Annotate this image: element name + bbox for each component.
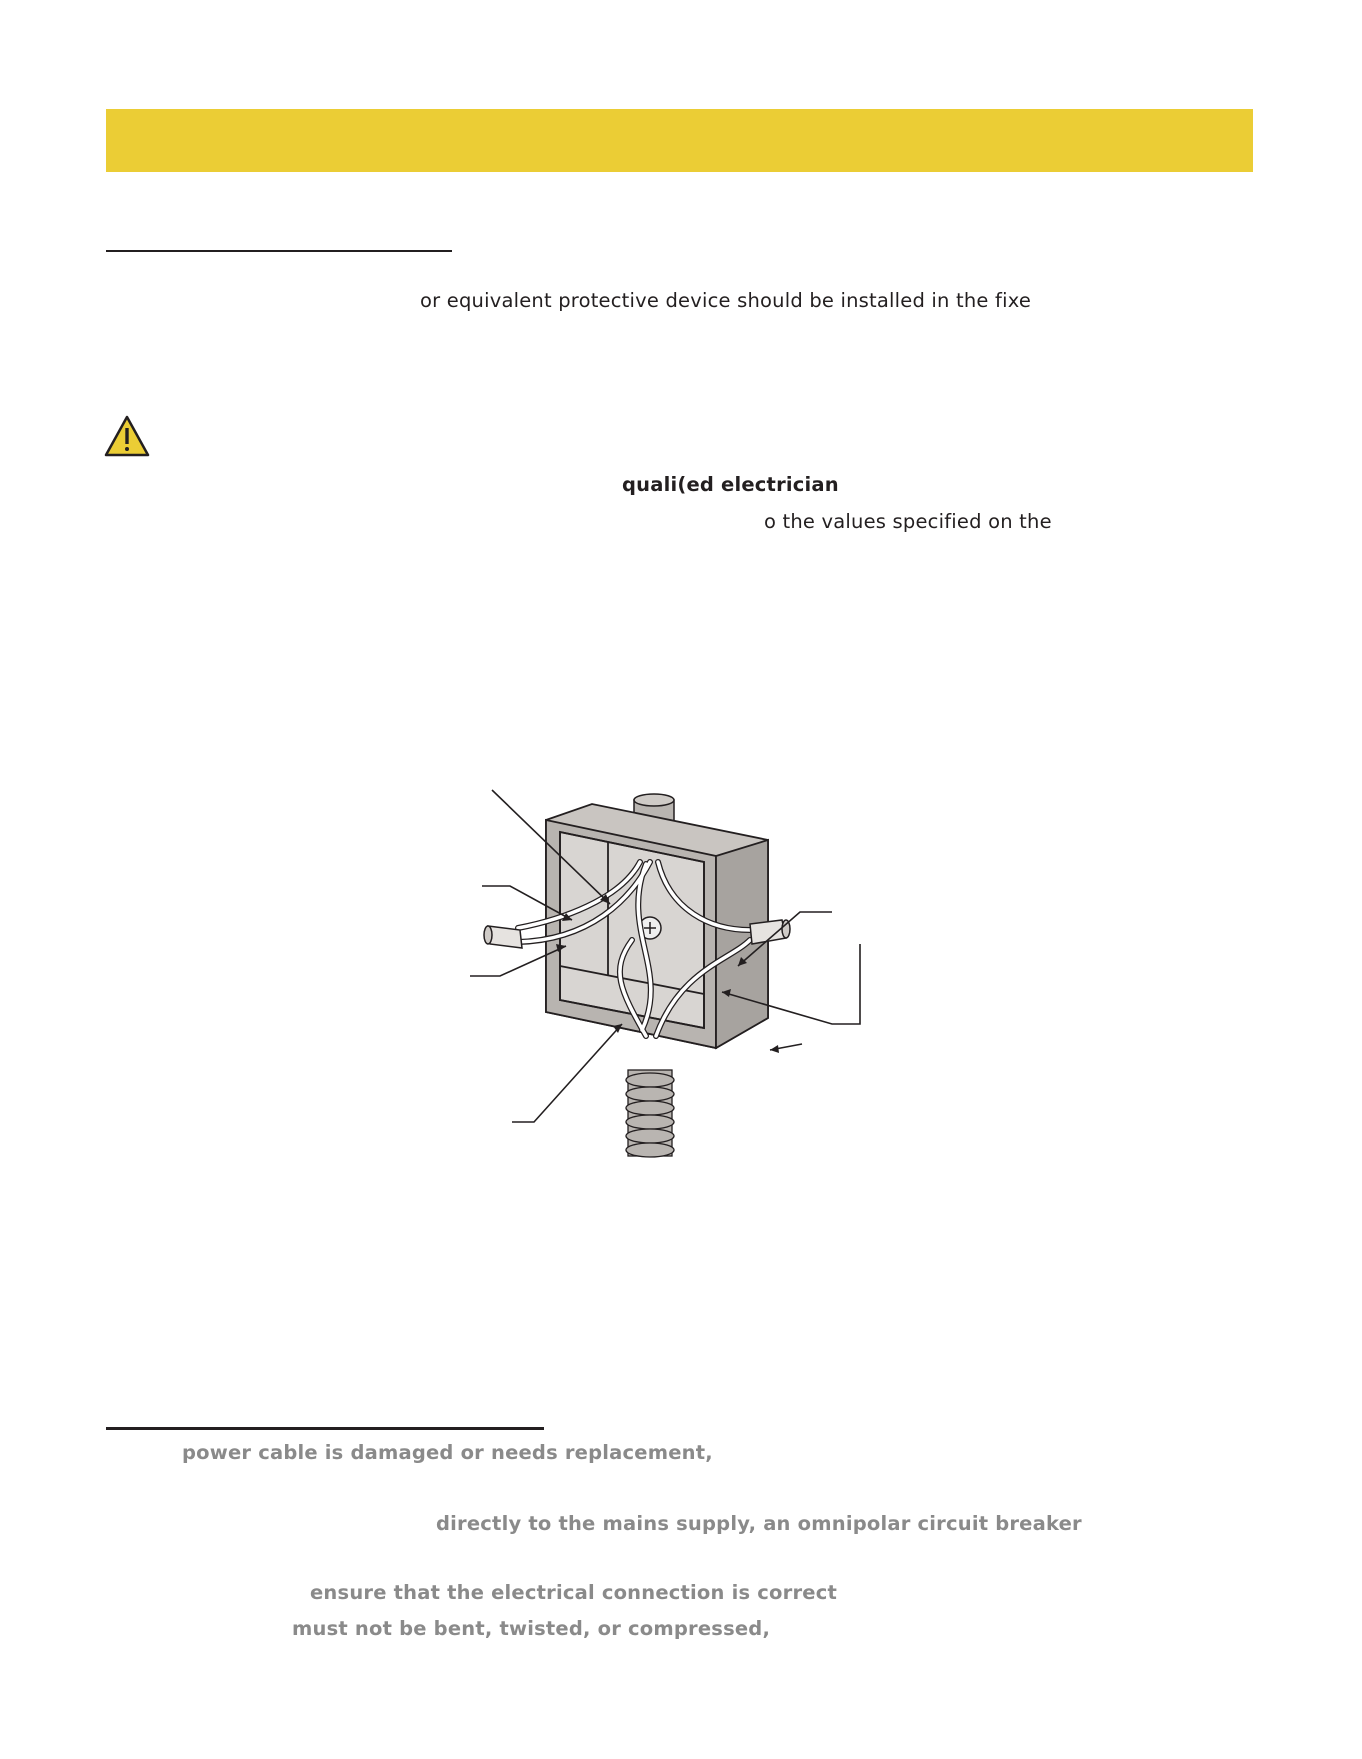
wire-nut-left	[484, 926, 522, 948]
junction-box-diagram	[460, 780, 880, 1160]
protective-device-text: or equivalent protective device should be installed in the fixe	[420, 289, 1032, 312]
electrical-connection-text: ensure that the electrical connection is correct	[310, 1581, 837, 1604]
lower-flex-conduit	[626, 1070, 674, 1157]
cable-handling-text: must not be bent, twisted, or compressed,	[292, 1617, 771, 1640]
section-heading-underline	[106, 250, 452, 252]
qualified-electrician-text: quali(ed electrician	[622, 473, 839, 496]
power-cable-text: power cable is damaged or needs replacement,	[182, 1441, 713, 1464]
specified-values-text: o the values specified on the	[764, 510, 1052, 533]
mains-supply-text: directly to the mains supply, an omnipolar circuit breaker	[436, 1512, 1082, 1535]
section2-heading-underline	[106, 1427, 544, 1430]
section-header-banner	[106, 109, 1253, 172]
warning-triangle-icon	[104, 415, 150, 457]
wire-nut-right	[750, 920, 790, 944]
